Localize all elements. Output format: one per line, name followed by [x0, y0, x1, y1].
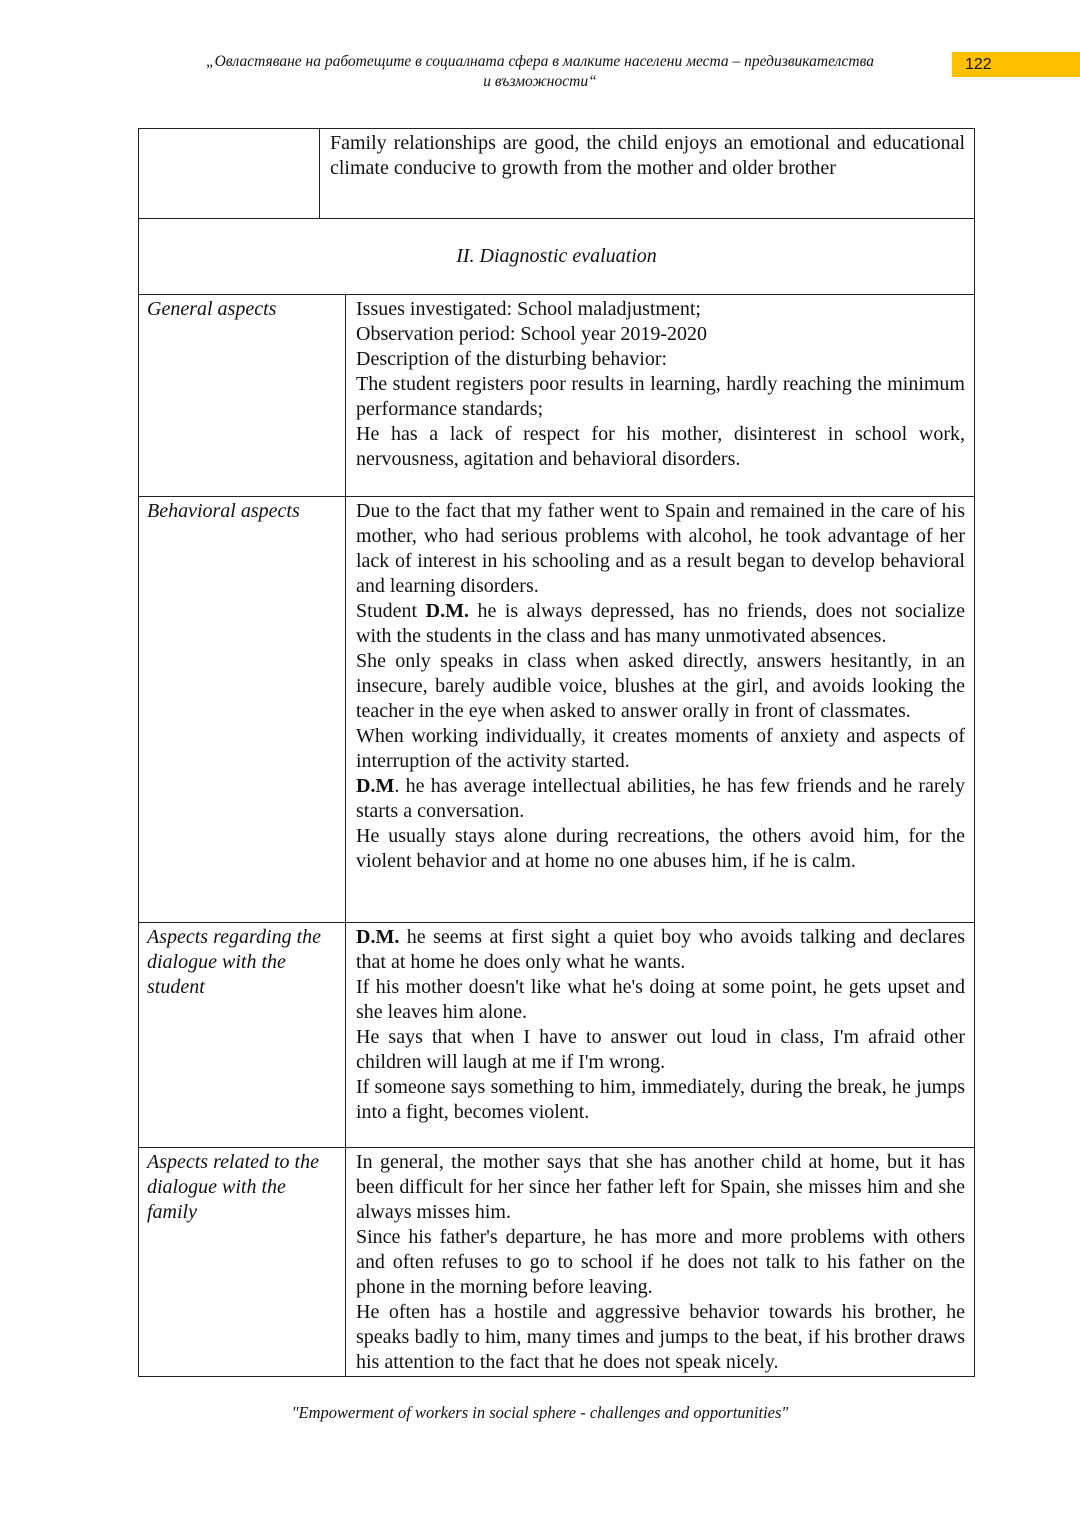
section-title: II. Diagnostic evaluation	[456, 245, 657, 267]
table-row-behavioral-aspects	[138, 497, 975, 923]
content-paragraph: The student registers poor results in learning, hardly reaching the minimum performance standards;	[356, 373, 965, 420]
section-heading-row	[138, 219, 975, 295]
content-paragraph: Issues investigated: School maladjustment;	[356, 298, 701, 320]
content-paragraph: If his mother doesn't like what he's doing at some point, he gets upset and she leaves him alone.	[356, 976, 965, 1023]
row-content	[346, 923, 974, 1147]
content-paragraph	[356, 599, 965, 649]
content-paragraph: He often has a hostile and aggressive behavior towards his brother, he speaks badly to him, many times and jumps to the beat, if his brother draws his attention to the fact that he does not speak nicely.	[356, 1301, 965, 1373]
row-content	[346, 1148, 974, 1376]
table-row-general-aspects	[138, 295, 975, 497]
content-paragraph: Observation period: School year 2019-2020	[356, 323, 708, 345]
header-title-line1: „Овластяване на работещите в социалната сфера в малките населени места – предизвикателства	[206, 53, 874, 70]
content-paragraph: He has a lack of respect for his mother, disinterest in school work, nervousness, agitation and behavioral disorders.	[356, 423, 965, 470]
table-row-family-relationships	[138, 128, 975, 219]
content-paragraph: He says that when I have to answer out loud in class, I'm afraid other children will laugh at me if I'm wrong.	[356, 1026, 965, 1073]
empty-label-cell	[139, 129, 320, 218]
inline-text: Student	[356, 600, 426, 622]
page-number-badge: 122	[952, 52, 1080, 77]
table-row-dialogue-student	[138, 923, 975, 1148]
row-label: General aspects	[139, 295, 346, 496]
content-paragraph: If someone says something to him, immediately, during the break, he jumps into a fight, becomes violent.	[356, 1076, 965, 1123]
content-paragraph: He usually stays alone during recreations, the others avoid him, for the violent behavior and at home no one abuses him, if he is calm.	[356, 825, 965, 872]
row-label: Aspects related to the dialogue with the family	[139, 1148, 346, 1376]
content-paragraph: When working individually, it creates moments of anxiety and aspects of interruption of the activity started.	[356, 725, 965, 772]
content-paragraph	[356, 925, 965, 975]
student-initials: D.M	[356, 775, 395, 797]
content-paragraph: Since his father's departure, he has more and more problems with others and often refuses to go to school if he does not talk to his father on the phone in the morning before leaving.	[356, 1226, 965, 1298]
inline-text: he seems at first sight a quiet boy who avoids talking and declares that at home he does only what he wants.	[356, 926, 965, 973]
inline-text: . he has average intellectual abilities, he has few friends and he rarely starts a conversation.	[356, 775, 965, 822]
student-initials: D.M.	[356, 926, 400, 948]
content-paragraph: In general, the mother says that she has another child at home, but it has been difficult for her since her father left for Spain, she misses him and she always misses him.	[356, 1151, 965, 1223]
content-paragraph	[356, 774, 965, 824]
row-label: Behavioral aspects	[139, 497, 346, 922]
running-footer: "Empowerment of workers in social sphere - challenges and opportunities"	[291, 1403, 789, 1422]
row-content	[346, 497, 974, 922]
table-row-dialogue-family	[138, 1148, 975, 1377]
inline-text: he is always depressed, has no friends, does not socialize with the students in the class and has many unmotivated absences.	[356, 600, 965, 647]
row-label: Aspects regarding the dialogue with the student	[139, 923, 346, 1147]
row-content	[346, 295, 974, 496]
student-initials: D.M.	[425, 600, 469, 622]
content-paragraph: Due to the fact that my father went to Spain and remained in the care of his mother, who had serious problems with alcohol, he took advantage of her lack of interest in his schooling and as a result began to develop behavioral and learning disorders.	[356, 500, 965, 597]
running-header	[100, 52, 980, 92]
content-paragraph: Description of the disturbing behavior:	[356, 348, 668, 370]
content-paragraph: She only speaks in class when asked directly, answers hesitantly, in an insecure, barely audible voice, blushes at the girl, and avoids looking the teacher in the eye when asked to answer orally in front of classmates.	[356, 650, 965, 722]
evaluation-table	[138, 128, 975, 1377]
header-title-line2: и възможности“	[483, 73, 597, 90]
family-relationships-cell: Family relationships are good, the child enjoys an emotional and educational climate conducive to growth from the mother and older brother	[330, 132, 965, 179]
